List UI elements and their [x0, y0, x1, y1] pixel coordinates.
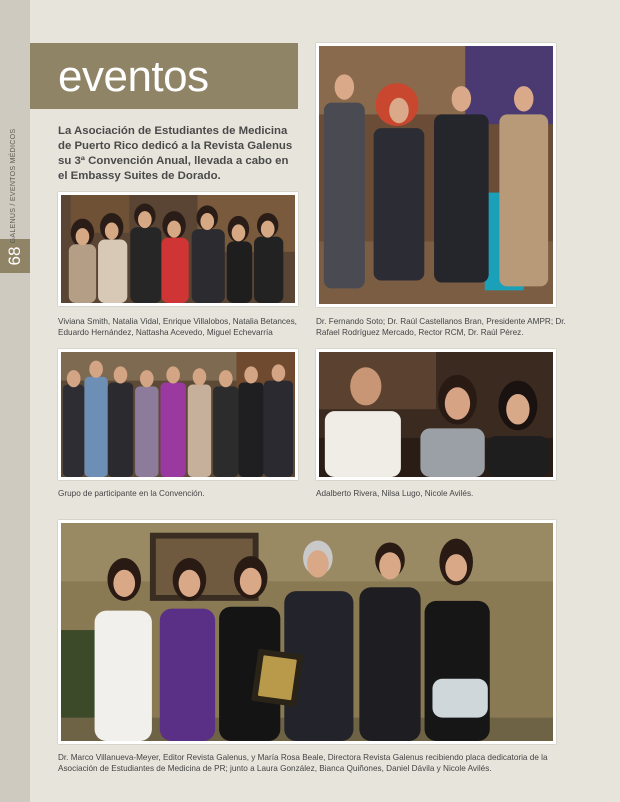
trio-photo [316, 349, 556, 480]
intro-paragraph: La Asociación de Estudiantes de Medicina de Puerto Rico dedicó a la Revista Galenus su 3ª Convención Anual, llevada a cabo en el Embassy Suites de Dorado. [58, 125, 293, 182]
caption-2: Dr. Fernando Soto; Dr. Raúl Castellanos Bran, Presidente AMPR; Dr. Rafael Rodríguez Mercado, Rector RCM, Dr. Raúl Pérez. [316, 317, 566, 337]
caption-1: Viviana Smith, Natalia Vidal, Enrique Villalobos, Natalia Betances, Eduardo Hernández, Nattasha Acevedo, Miguel Echevarría [58, 317, 297, 337]
officials-photo [316, 43, 556, 307]
caption-4: Adalberto Rivera, Nilsa Lugo, Nicole Avilés. [316, 489, 474, 498]
section-title: eventos [58, 52, 209, 101]
caption-5: Dr. Marco Villanueva-Meyer, Editor Revista Galenus, y María Rosa Beale, Directora Revista Galenus recibiendo placa dedicatoria de la Asociación de Estudiantes de Medicina de PR; junto a Laura González, Bianca Quiñones, Daniel Dávila y Nicole Avilés. [58, 753, 548, 773]
running-head: GALENUS / EVENTOS MÉDICOS [10, 128, 17, 244]
plaque-photo [58, 520, 556, 744]
caption-3: Grupo de participante en la Convención. [58, 489, 205, 498]
convention-group-photo [58, 349, 298, 480]
group-photo-1 [58, 192, 298, 306]
page-number: 68 [5, 246, 24, 266]
